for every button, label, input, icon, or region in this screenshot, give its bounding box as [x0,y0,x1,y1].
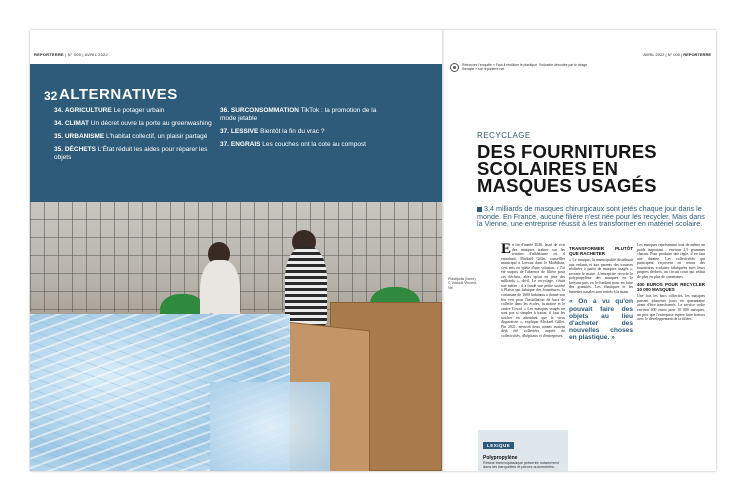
toc-item[interactable]: 34. CLIMAT Un décret ouvre la porte au greenwashing [54,120,212,127]
article-column-3: Les masques représentent tout de même un poids important : environ 2,5 grammes chacun. Pour produire une règle, il en faut une dizaine. Les collectivités qui participent reçoivent en retour des fournitures scolaires fabriquées avec leurs propres déchets, un circuit court qui séduit de plus en plus de communes. 400 EUROS POUR RECYCLER 10 000 MASQUES Une fois les bacs collectés, les masques passent plusieurs jours en quarantaine avant d'être transformés. Le service coûte environ 400 euros pour 10 000 masques, un prix que l'entreprise espère faire baisser avec le développement de la filière. [637,243,705,322]
toc-item[interactable]: 37. ENGRAIS Les couches ont la cote au compost [220,141,366,148]
pile-of-masks [210,382,330,471]
lexique-box [478,430,568,471]
section-label: RECYCLAGE [477,131,531,140]
brand-right: REPORTERRE [683,52,711,57]
subheading: 400 EUROS POUR RECYCLER 10 000 MASQUES [637,282,705,293]
toc-item[interactable]: 35. URBANISME L'habitat collectif, un plaisir partagé [54,133,208,140]
reporterre-logo-icon [450,63,459,72]
magazine-spread [30,30,716,471]
toc-page-number: 32 [44,89,58,103]
photo-caption: Plastipolis (Isère). © Vilcoult Vincent-Vel [448,277,478,290]
page-gutter [442,30,444,471]
toc-item[interactable]: 37. LESSIVE Bientôt la fin du vrac ? [220,128,325,135]
issue-meta-left: | N° 000 | AVRIL 2022 [65,52,108,57]
article-photo [30,202,442,471]
toc-item[interactable]: 34. AGRICULTURE Le potager urbain [54,107,165,114]
article-lede: 3,4 milliards de masques chirurgicaux sont jetés chaque jour dans le monde. En France, aucune filière n'est née pour les recycler. Mais dans la Vienne, une entreprise réussit à les transformer en matériel scolaire. [477,204,705,229]
toc-title: ALTERNATIVES [59,86,178,103]
lexique-term: Polypropylène [483,455,518,461]
article-column-1: En fin d'année 2020, lassé de voir des masques traîner sur les terrains d'athlétisme où il entraînait, Mickaël Gillet, conseiller municipal à Lavoux dans le Morbihan, s'est mis en quête d'une solution. « J'ai été surpris de l'absence de filière pour ces déchets, alors qu'on en jette des milliards », dit-il. Le recyclage, c'était son métier : il a fondé une petite société à Plaisir qui fabrique des fournitures, la commune de 1600 habitants a donné son feu vert pour l'installation de bacs de collecte dans les écoles, la mairie et le centre Covid. « Les masques usagés ne sont pas si simples à traiter, il faut les stocker en attendant que le virus disparaisse », explique Mickaël Gillet. Fin 2021, environ deux tonnes avaient déjà été collectées auprès de collectivités, d'hôpitaux et d'entreprises. [501,243,565,338]
left-page-header [34,52,108,57]
brand-left: REPORTERRE [34,52,64,57]
pull-quote: « On a vu qu'on pouvait faire des objets au lieu d'acheter des nouvelles choses en plastique. » [569,298,633,342]
online-note-text: Retrouvez l'enquête « Faut-il réutiliser le plastique, l'industrie déroutée par le virage thérapie » sur reporterre.net [462,63,588,71]
worker [285,247,327,327]
lexique-tag: LEXIQUE [483,442,514,449]
toc-column-2 [220,107,380,154]
subheading: TRANSFORMER PLUTÔT QUE RACHETER [569,246,633,256]
toc-column-1 [54,107,214,167]
drop-cap: E [501,243,512,257]
article-headline: DES FOURNITURES SCOLAIRES EN MASQUES USAGÉS [477,141,657,196]
article-column-2: TRANSFORMER PLUTÔT QUE RACHETER « Le masque, la municipalité distribuait aux enfants et aux parents des trousses réalisées à partir de masques usagés », raconte le maire. L'entreprise recycle le polypropylène des masques en le broyant puis en le fondant pour en faire des granulés. Les élastiques et les barrettes nasales sont retirés à la main. « On a vu qu'on pouvait faire des objets au lieu d'acheter des nouvelles choses en plastique. » [569,246,633,342]
toc-item[interactable]: 36. SURCONSOMMATION TikTok : la promotion de la mode jetable [220,107,377,122]
lexique-definition: Résine thermoplastique présente notamment dans les barquettes et pièces automobiles. [483,461,559,470]
right-page-header [643,52,711,57]
online-note[interactable] [450,63,590,72]
toc-item[interactable]: 35. DÉCHETS L'État réduit les aides pour réparer les objets [54,146,208,161]
issue-meta-right: AVRIL 2022 | N° 000 | [643,52,683,57]
